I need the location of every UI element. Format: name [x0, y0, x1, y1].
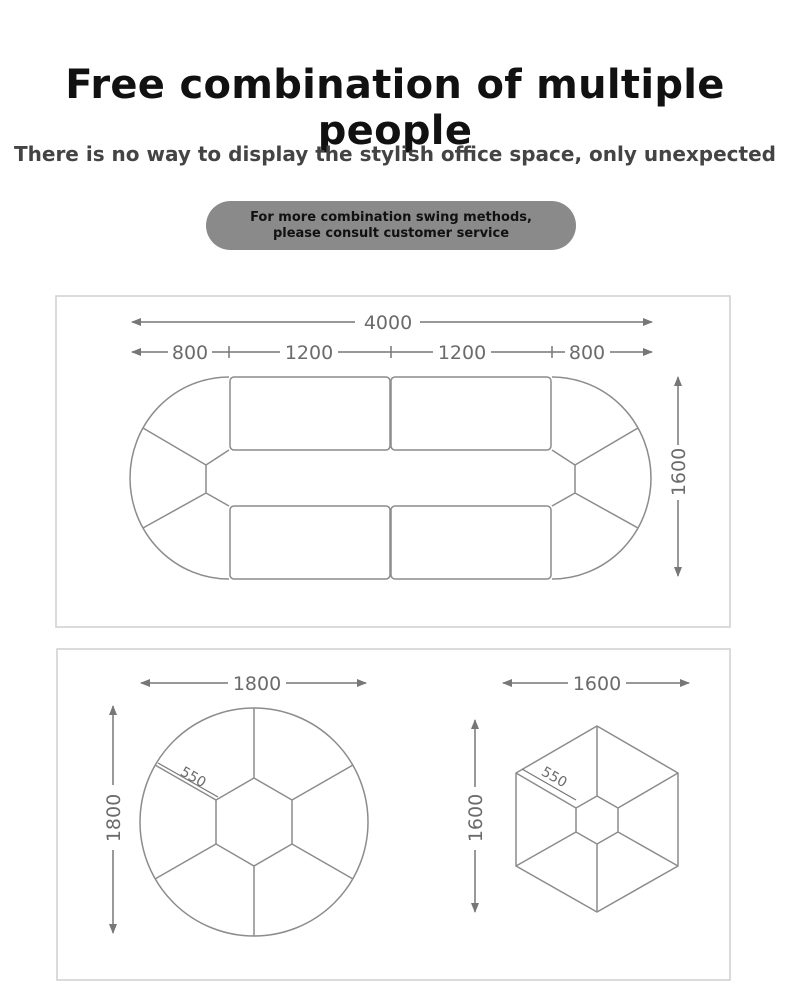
hex-inner-outline — [576, 796, 618, 844]
round-seat-dividers — [155, 708, 353, 936]
round-height-label: 1800 — [103, 793, 125, 843]
hex-height-label: 1600 — [465, 793, 487, 843]
hex-height-dimension — [465, 720, 487, 912]
oval-total-dimension — [132, 312, 652, 334]
round-inner-hexagon — [216, 778, 292, 866]
round-seat-depth-label: 550 — [177, 763, 209, 792]
round-table-arrangement — [140, 708, 368, 936]
oval-segment-dimensions — [132, 342, 652, 364]
oval-depth-dimension — [668, 377, 690, 576]
hex-width-label: 1600 — [572, 673, 622, 695]
notice-line-1: For more combination swing methods, — [250, 209, 532, 225]
page-title: Free combination of multiple people — [65, 62, 725, 154]
oval-segment-label-4: 800 — [568, 342, 606, 364]
round-height-dimension — [103, 706, 125, 933]
hex-seat-dividers — [516, 726, 678, 912]
straight-seat-bottom-right — [391, 506, 551, 579]
oval-segment-label-2: 1200 — [284, 342, 334, 364]
hexagon-table-arrangement — [516, 726, 678, 912]
round-width-label: 1800 — [232, 673, 282, 695]
right-end-cap — [552, 377, 651, 579]
oval-total-length-label: 4000 — [363, 312, 413, 334]
oval-segment-label-1: 800 — [171, 342, 209, 364]
oval-depth-label: 1600 — [668, 447, 690, 497]
oval-table-arrangement — [130, 377, 651, 579]
straight-seat-top-left — [230, 377, 390, 450]
round-width-dimension — [141, 673, 366, 695]
notice-line-2: please consult customer service — [272, 225, 510, 241]
straight-seat-bottom-left — [230, 506, 390, 579]
straight-seat-top-right — [391, 377, 551, 450]
round-layouts-panel — [57, 649, 730, 980]
round-seat-depth-dimension — [158, 763, 218, 797]
hex-width-dimension — [503, 673, 689, 695]
left-end-cap — [130, 377, 229, 579]
hex-seat-depth-label: 550 — [538, 763, 570, 792]
page-subtitle: There is no way to display the stylish office space, only unexpected — [14, 142, 776, 166]
oval-segment-label-3: 1200 — [437, 342, 487, 364]
oval-layout-panel — [56, 296, 730, 627]
